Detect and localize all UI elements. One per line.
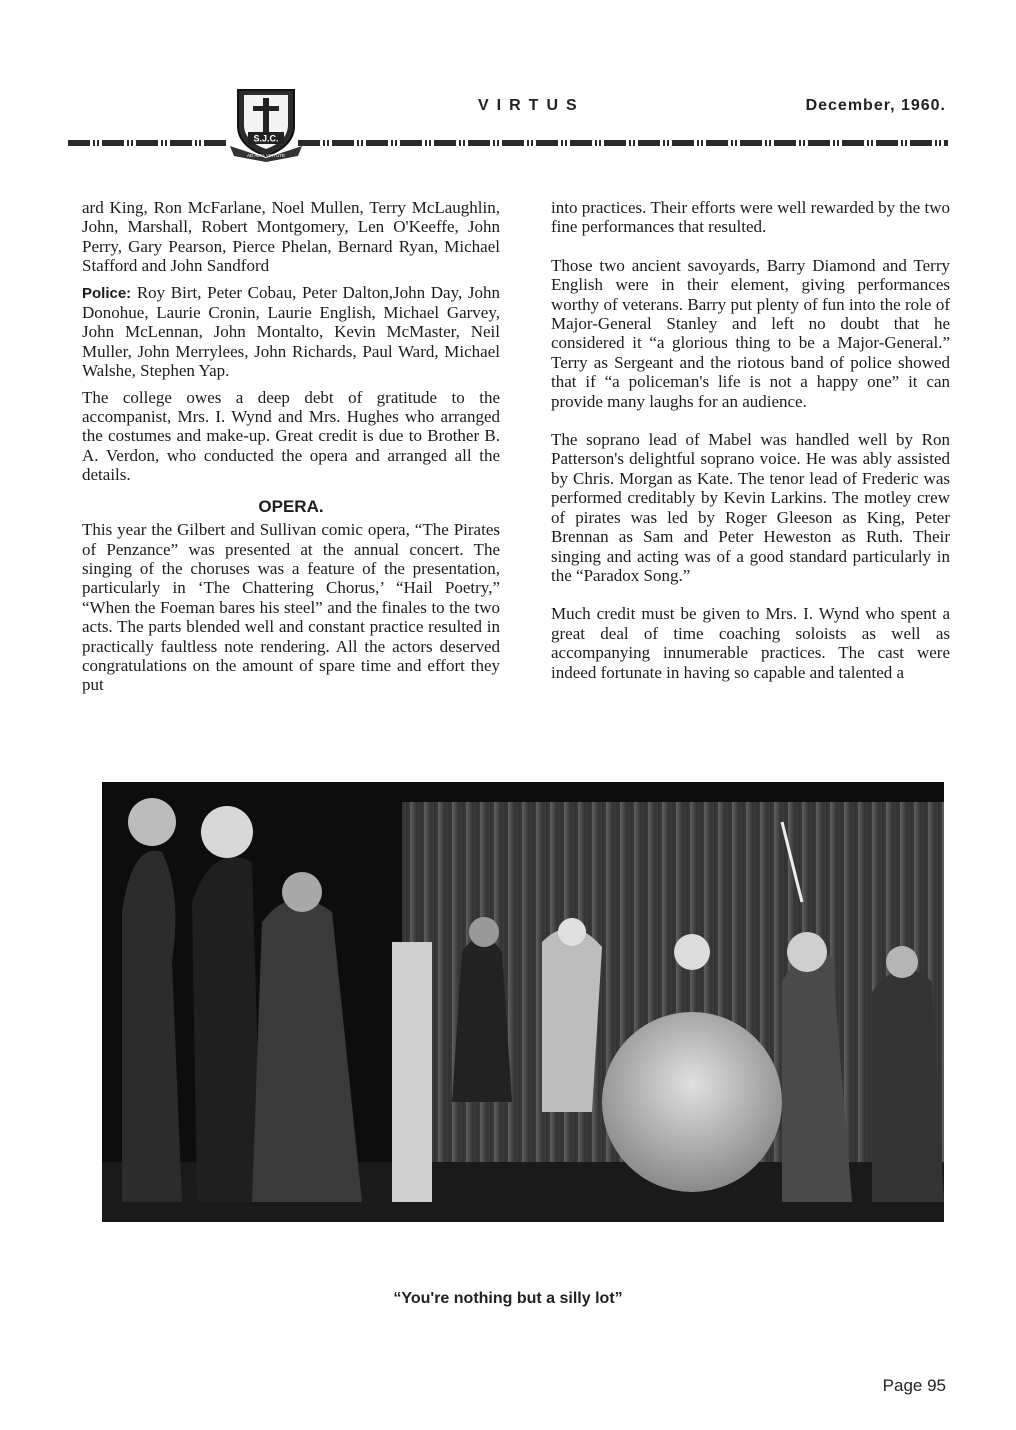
- cast-list-continued: ard King, Ron McFarlane, Noel Mullen, Terry McLaughlin, John, Marshall, Robert Montgomery, Len O'Keeffe, John Perry, Gary Pearson, Pierce Phelan, Bernard Ryan, Michael Stafford and John Sandford: [82, 198, 500, 276]
- savoyards-paragraph: Those two ancient savoyards, Barry Diamond and Terry English were in their element, giving performances worthy of veterans. Barry put plenty of fun into the role of Major-General Stanley and left no doubt that he considered it “a glorious thing to be a Major-General.” Terry as Sergeant and the riotous band of police showed that if “a policeman's life is not a happy one” it can provide many laughs for an audience.: [551, 255, 950, 411]
- svg-text:S.J.C.: S.J.C.: [253, 133, 279, 144]
- svg-text:AD ALTA VIRTUTE: AD ALTA VIRTUTE: [246, 153, 286, 158]
- stage-photo-illustration: [102, 782, 944, 1222]
- gratitude-paragraph: The college owes a deep debt of gratitude to the accompanist, Mrs. I. Wynd and Mrs. Hughes who arranged the costumes and make-up. Great credit is due to Brother B. A. Verdon, who conducted the opera and arranged all the details.: [82, 387, 500, 485]
- photo-caption: “You're nothing but a silly lot”: [393, 1290, 623, 1307]
- police-cast-paragraph: [82, 283, 500, 381]
- credit-paragraph: Much credit must be given to Mrs. I. Wynd who spent a great deal of time coaching soloists as well as accompanying innumerable practices. The cast were indeed fortunate in having so capable and talented a: [551, 604, 950, 682]
- stage-photograph: [102, 782, 944, 1222]
- soprano-paragraph: The soprano lead of Mabel was handled well by Ron Patterson's delightful soprano voice. He was ably assisted by Chris. Morgan as Kate. The tenor lead of Frederic was performed creditably by Kevin Larkins. The motley crew of pirates was led by Roger Gleeson as King, Peter Brennan as Sam and Peter Heweston as Ruth. Their singing and acting was of a good standard particularly in the “Paradox Song.”: [551, 430, 950, 585]
- college-crest-logo: [226, 86, 306, 162]
- practices-paragraph: into practices. Their efforts were well rewarded by the two fine performances that resulted.: [551, 198, 950, 237]
- header-rule-left: [68, 140, 228, 146]
- issue-date: December, 1960.: [805, 97, 946, 114]
- opera-paragraph: This year the Gilbert and Sullivan comic opera, “The Pirates of Penzance” was presented at the annual concert. The singing of the choruses was a feature of the presentation, particularly in ‘The Chattering Chorus,’ “Hail Poetry,” “When the Foeman bares his steel” and the finales to the two acts. The parts blended well and constant practice resulted in practically faultless note rendering. All the actors deserved congratulations on the amount of spare time and effort they put: [82, 520, 500, 695]
- left-column: [82, 198, 500, 702]
- right-column: [551, 198, 950, 701]
- page-header: [0, 0, 1016, 180]
- opera-heading: OPERA.: [258, 496, 324, 516]
- header-rule-right: [298, 140, 948, 146]
- police-names: Roy Birt, Peter Cobau, Peter Dalton,John Day, John Donohue, Laurie Cronin, Laurie English, Michael Garvey, John McLennan, John Montalto, Kevin McMaster, Neil Muller, John Merrylees, John Richards, Paul Ward, Michael Walshe, Stephen Yap.: [82, 282, 500, 381]
- police-label: Police:: [82, 284, 132, 302]
- page-number: Page 95: [882, 1376, 946, 1395]
- magazine-title: VIRTUS: [478, 97, 585, 114]
